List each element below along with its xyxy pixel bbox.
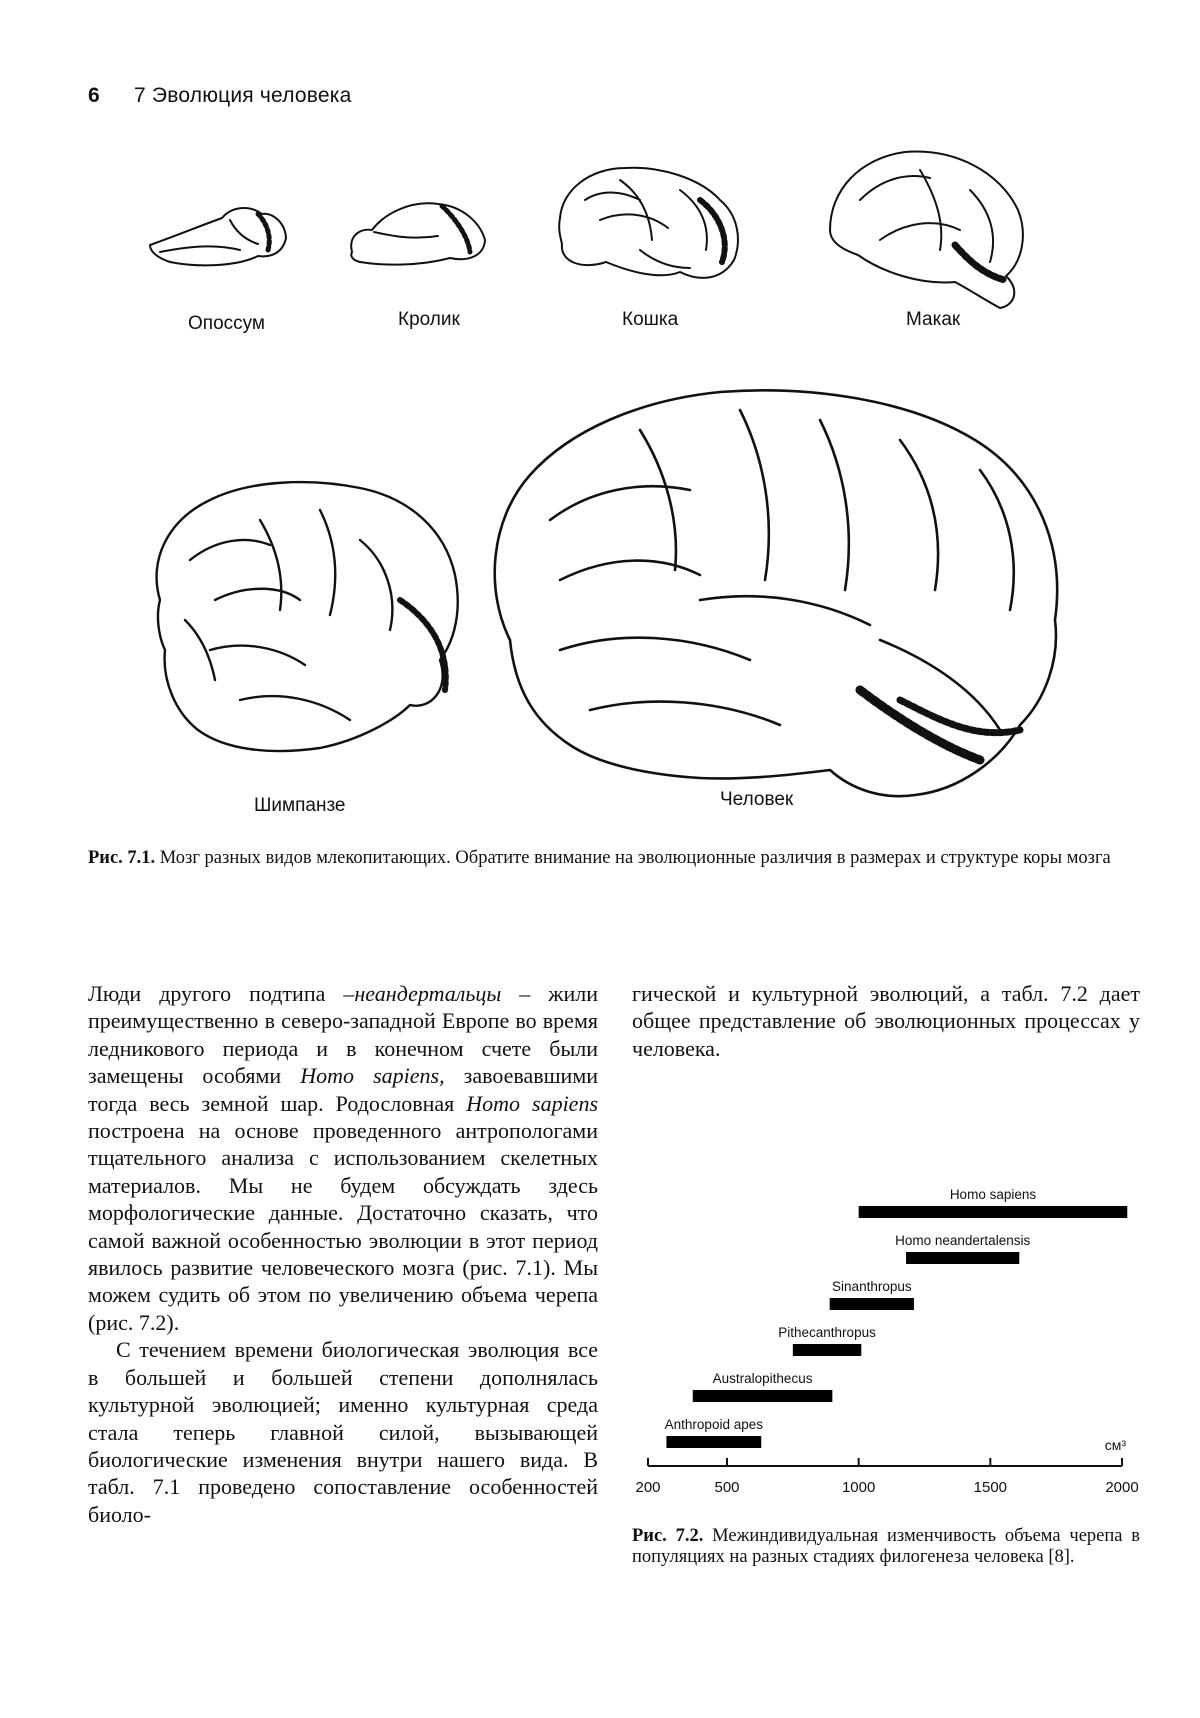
bar-australopithecus [693, 1390, 833, 1402]
x-tick-label-2000: 2000 [1105, 1479, 1139, 1496]
label-chimpanzee: Шимпанзе [254, 795, 346, 816]
figure-7-2-caption-text: Межиндивидуальная изменчивость объема черепа в популяциях на разных стадиях филогенеза человека [8]. [632, 1526, 1141, 1567]
bar-label-australopithecus: Australopithecus [712, 1371, 813, 1386]
bar-label-anthropoid-apes: Anthropoid apes [664, 1417, 763, 1432]
figure-7-1-caption [88, 848, 1138, 869]
x-tick-label-500: 500 [714, 1479, 740, 1496]
bar-label-pithecanthropus: Pithecanthropus [778, 1325, 876, 1340]
bar-homo-neandertalensis [906, 1252, 1019, 1264]
bar-label-homo-neandertalensis: Homo neandertalensis [895, 1233, 1031, 1248]
rabbit-brain-illustration [351, 203, 485, 264]
label-rabbit: Кролик [398, 309, 460, 330]
label-cat: Кошка [622, 309, 679, 330]
left-column [88, 980, 598, 1528]
x-unit-label: см³ [1104, 1437, 1126, 1453]
bar-sinanthropus [830, 1298, 914, 1310]
macaque-brain-illustration [830, 152, 1023, 308]
opossum-brain-illustration [150, 208, 286, 265]
label-human: Человек [720, 789, 794, 810]
label-macaque: Макак [906, 309, 961, 330]
bar-anthropoid-apes [666, 1436, 761, 1448]
figure-7-1-caption-text: Мозг разных видов млекопитающих. Обратите внимание на эволюционные различия в размерах и структуре коры мозга [159, 848, 1111, 868]
figure-7-2-chart [630, 1160, 1150, 1500]
figure-7-1-brains [0, 0, 1200, 830]
chimpanzee-brain-illustration [157, 482, 458, 751]
bar-label-sinanthropus: Sinanthropus [832, 1279, 912, 1294]
figure-7-1-caption-label: Рис. 7.1. [88, 848, 156, 868]
x-tick-label-1500: 1500 [973, 1479, 1008, 1496]
x-tick-label-200: 200 [635, 1479, 661, 1496]
cat-brain-illustration [559, 168, 738, 278]
italic-neanderthals: неандертальцы [354, 981, 502, 1006]
left-paragraph-2: С течением времени биологическая эволюция все в большей и большей степени дополнялась культурной эволюцией; именно культурная среда стала теперь главной силой, вызывающей биологические изменения внутри нашего вида. В табл. 7.1 проведено сопоставление особенностей биоло- [88, 1337, 598, 1527]
bar-homo-sapiens [859, 1206, 1128, 1218]
human-brain-illustration [495, 390, 1057, 796]
bar-label-homo-sapiens: Homo sapiens [949, 1187, 1037, 1202]
figure-7-2-caption [632, 1526, 1140, 1568]
figure-7-2-caption-label: Рис. 7.2. [632, 1526, 704, 1546]
right-column [632, 980, 1140, 1062]
label-opossum: Опоссум [188, 313, 265, 334]
bar-pithecanthropus [793, 1344, 861, 1356]
chapter-title: 7 Эволюция человека [134, 84, 352, 107]
left-paragraph-1: Люди другого подтипа –неандертальцы – жили преимущественно в северо-западной Европе во время ледникового периода и в конечном счете были замещены особями Homo sapiens, завоевавшими тогда весь земной шар. Родословная Homo sapiens построена на основе проведенного антропологами тщательного анализа с использованием скелетных материалов. Мы не будем обсуждать здесь морфологические данные. Достаточно сказать, что самой важной особенностью эволюции в этот период явилось развитие человеческого мозга (рис. 7.1). Мы можем судить об этом по увеличению объема черепа (рис. 7.2). [88, 981, 599, 1335]
right-paragraph-1: гической и культурной эволюций, а табл. 7.2 дает общее представление об эволюционных процессах у человека. [632, 981, 1140, 1061]
italic-homo-sapiens-2: Homo sapiens [466, 1090, 599, 1116]
italic-homo-sapiens-1: Homo sapiens, [300, 1063, 445, 1089]
x-tick-label-1000: 1000 [841, 1479, 876, 1496]
page-number: 6 [88, 84, 100, 107]
